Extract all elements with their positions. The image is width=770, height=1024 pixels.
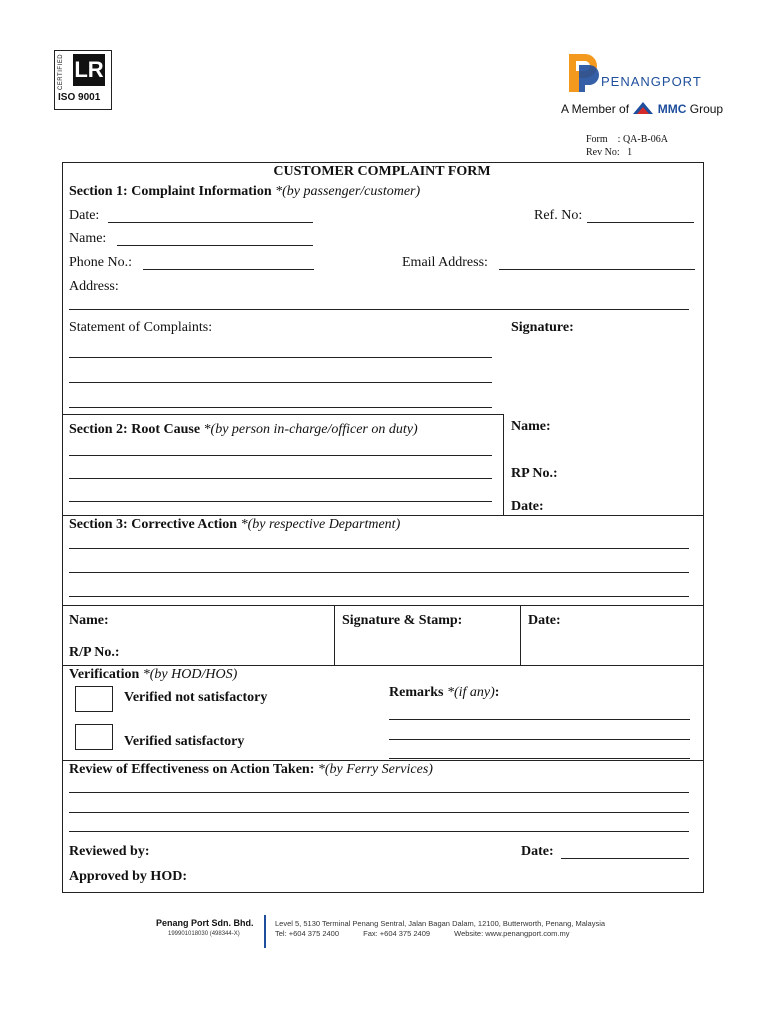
name-field[interactable] bbox=[117, 245, 313, 246]
section2-divider bbox=[62, 414, 503, 415]
remarks-line-2[interactable] bbox=[389, 739, 690, 740]
member-line bbox=[561, 100, 723, 116]
form-label: Form bbox=[586, 134, 608, 145]
signature-label: Signature: bbox=[511, 320, 574, 335]
review-divider bbox=[62, 760, 703, 761]
root-cause-line-3[interactable] bbox=[69, 501, 492, 502]
iso-label: ISO 9001 bbox=[58, 92, 101, 103]
penangport-logo bbox=[561, 52, 740, 122]
brand-name: PENANGPORT bbox=[601, 74, 702, 89]
group-suffix: Group bbox=[689, 102, 724, 116]
iso-certification-logo bbox=[54, 50, 112, 110]
group-name: MMC bbox=[657, 102, 687, 116]
section3-divider bbox=[62, 515, 703, 516]
verification-heading: Verification *(by HOD/HOS) bbox=[69, 667, 238, 682]
verified-not-satisfactory-label: Verified not satisfactory bbox=[124, 690, 268, 705]
section2-right-divider bbox=[503, 414, 504, 515]
penangport-logo-icon bbox=[565, 52, 601, 94]
root-cause-line-1[interactable] bbox=[69, 455, 492, 456]
footer-tel: Tel: +604 375 2400 bbox=[275, 929, 340, 938]
verification-divider bbox=[62, 665, 703, 666]
verified-satisfactory-checkbox[interactable] bbox=[75, 724, 113, 750]
email-field[interactable] bbox=[499, 269, 695, 270]
statement-line-2[interactable] bbox=[69, 382, 492, 383]
date-field[interactable] bbox=[108, 222, 313, 223]
section3-heading: Section 3: Corrective Action *(by respective Department) bbox=[69, 517, 401, 532]
section3-col-divider-2 bbox=[520, 605, 521, 665]
approved-by-label: Approved by HOD: bbox=[69, 869, 187, 884]
statement-line-3[interactable] bbox=[69, 407, 492, 408]
section3-name-label: Name: bbox=[69, 613, 109, 628]
mmc-icon bbox=[632, 100, 654, 116]
corrective-line-3[interactable] bbox=[69, 596, 689, 597]
review-date-field[interactable] bbox=[561, 858, 689, 859]
member-prefix: A Member of bbox=[561, 102, 630, 116]
remarks-label: Remarks *(if any): bbox=[389, 685, 500, 700]
remarks-note: *(if any) bbox=[446, 685, 495, 700]
form-title: CUSTOMER COMPLAINT FORM bbox=[273, 164, 491, 179]
footer-fax: Fax: +604 375 2409 bbox=[363, 929, 431, 938]
section2-note: *(by person in-charge/officer on duty) bbox=[203, 422, 418, 437]
review-line-1[interactable] bbox=[69, 792, 689, 793]
review-date-label: Date: bbox=[521, 844, 554, 859]
footer-website: Website: www.penangport.com.my bbox=[454, 929, 570, 938]
footer-reg-no: 199901018030 (498344-X) bbox=[168, 931, 240, 937]
review-heading: Review of Effectiveness on Action Taken: *(by Ferry Services) bbox=[69, 762, 433, 777]
corrective-line-1[interactable] bbox=[69, 548, 689, 549]
certified-label: CERTIFIED bbox=[58, 53, 65, 91]
review-line-3[interactable] bbox=[69, 831, 689, 832]
section1-heading: Section 1: Complaint Information *(by passenger/customer) bbox=[69, 184, 421, 199]
remarks-line-3[interactable] bbox=[389, 758, 690, 759]
section1-note: *(by passenger/customer) bbox=[275, 184, 421, 199]
phone-label: Phone No.: bbox=[69, 255, 132, 270]
section2-date-label: Date: bbox=[511, 499, 544, 514]
review-line-2[interactable] bbox=[69, 812, 689, 813]
rev-label: Rev No: bbox=[586, 147, 620, 158]
section3-date-label: Date: bbox=[528, 613, 561, 628]
footer-contact bbox=[275, 929, 569, 938]
form-meta bbox=[586, 133, 668, 159]
section2-rp-label: RP No.: bbox=[511, 466, 558, 481]
section3-note: *(by respective Department) bbox=[240, 517, 401, 532]
section3-sign-label: Signature & Stamp: bbox=[342, 613, 463, 628]
rev-number: 1 bbox=[627, 147, 633, 158]
section3-col-divider-1 bbox=[334, 605, 335, 665]
root-cause-line-2[interactable] bbox=[69, 478, 492, 479]
phone-field[interactable] bbox=[143, 269, 314, 270]
corrective-line-2[interactable] bbox=[69, 572, 689, 573]
ref-no-label: Ref. No: bbox=[534, 208, 583, 223]
section3-sign-divider bbox=[62, 605, 703, 606]
footer-address: Level 5, 5130 Terminal Penang Sentral, Jalan Bagan Dalam, 12100, Butterworth, Penang, Malaysia bbox=[275, 919, 606, 928]
address-label: Address: bbox=[69, 279, 119, 294]
section3-rp-label: R/P No.: bbox=[69, 645, 120, 660]
footer-divider bbox=[264, 915, 266, 948]
verified-satisfactory-label: Verified satisfactory bbox=[124, 734, 245, 749]
verified-not-satisfactory-checkbox[interactable] bbox=[75, 686, 113, 712]
statement-label: Statement of Complaints: bbox=[69, 320, 213, 335]
section2-name-label: Name: bbox=[511, 419, 551, 434]
review-note: *(by Ferry Services) bbox=[317, 762, 433, 777]
lr-logo-mark: LR bbox=[73, 54, 105, 86]
address-field[interactable] bbox=[69, 309, 689, 310]
section2-heading: Section 2: Root Cause *(by person in-charge/officer on duty) bbox=[69, 422, 418, 437]
name-label: Name: bbox=[69, 231, 107, 246]
reviewed-by-label: Reviewed by: bbox=[69, 844, 150, 859]
date-label: Date: bbox=[69, 208, 100, 223]
verification-note: *(by HOD/HOS) bbox=[142, 667, 238, 682]
email-label: Email Address: bbox=[402, 255, 488, 270]
remarks-line-1[interactable] bbox=[389, 719, 690, 720]
ref-no-field[interactable] bbox=[587, 222, 694, 223]
statement-line-1[interactable] bbox=[69, 357, 492, 358]
form-number: : QA-B-06A bbox=[617, 134, 668, 145]
footer-company: Penang Port Sdn. Bhd. bbox=[156, 918, 254, 928]
